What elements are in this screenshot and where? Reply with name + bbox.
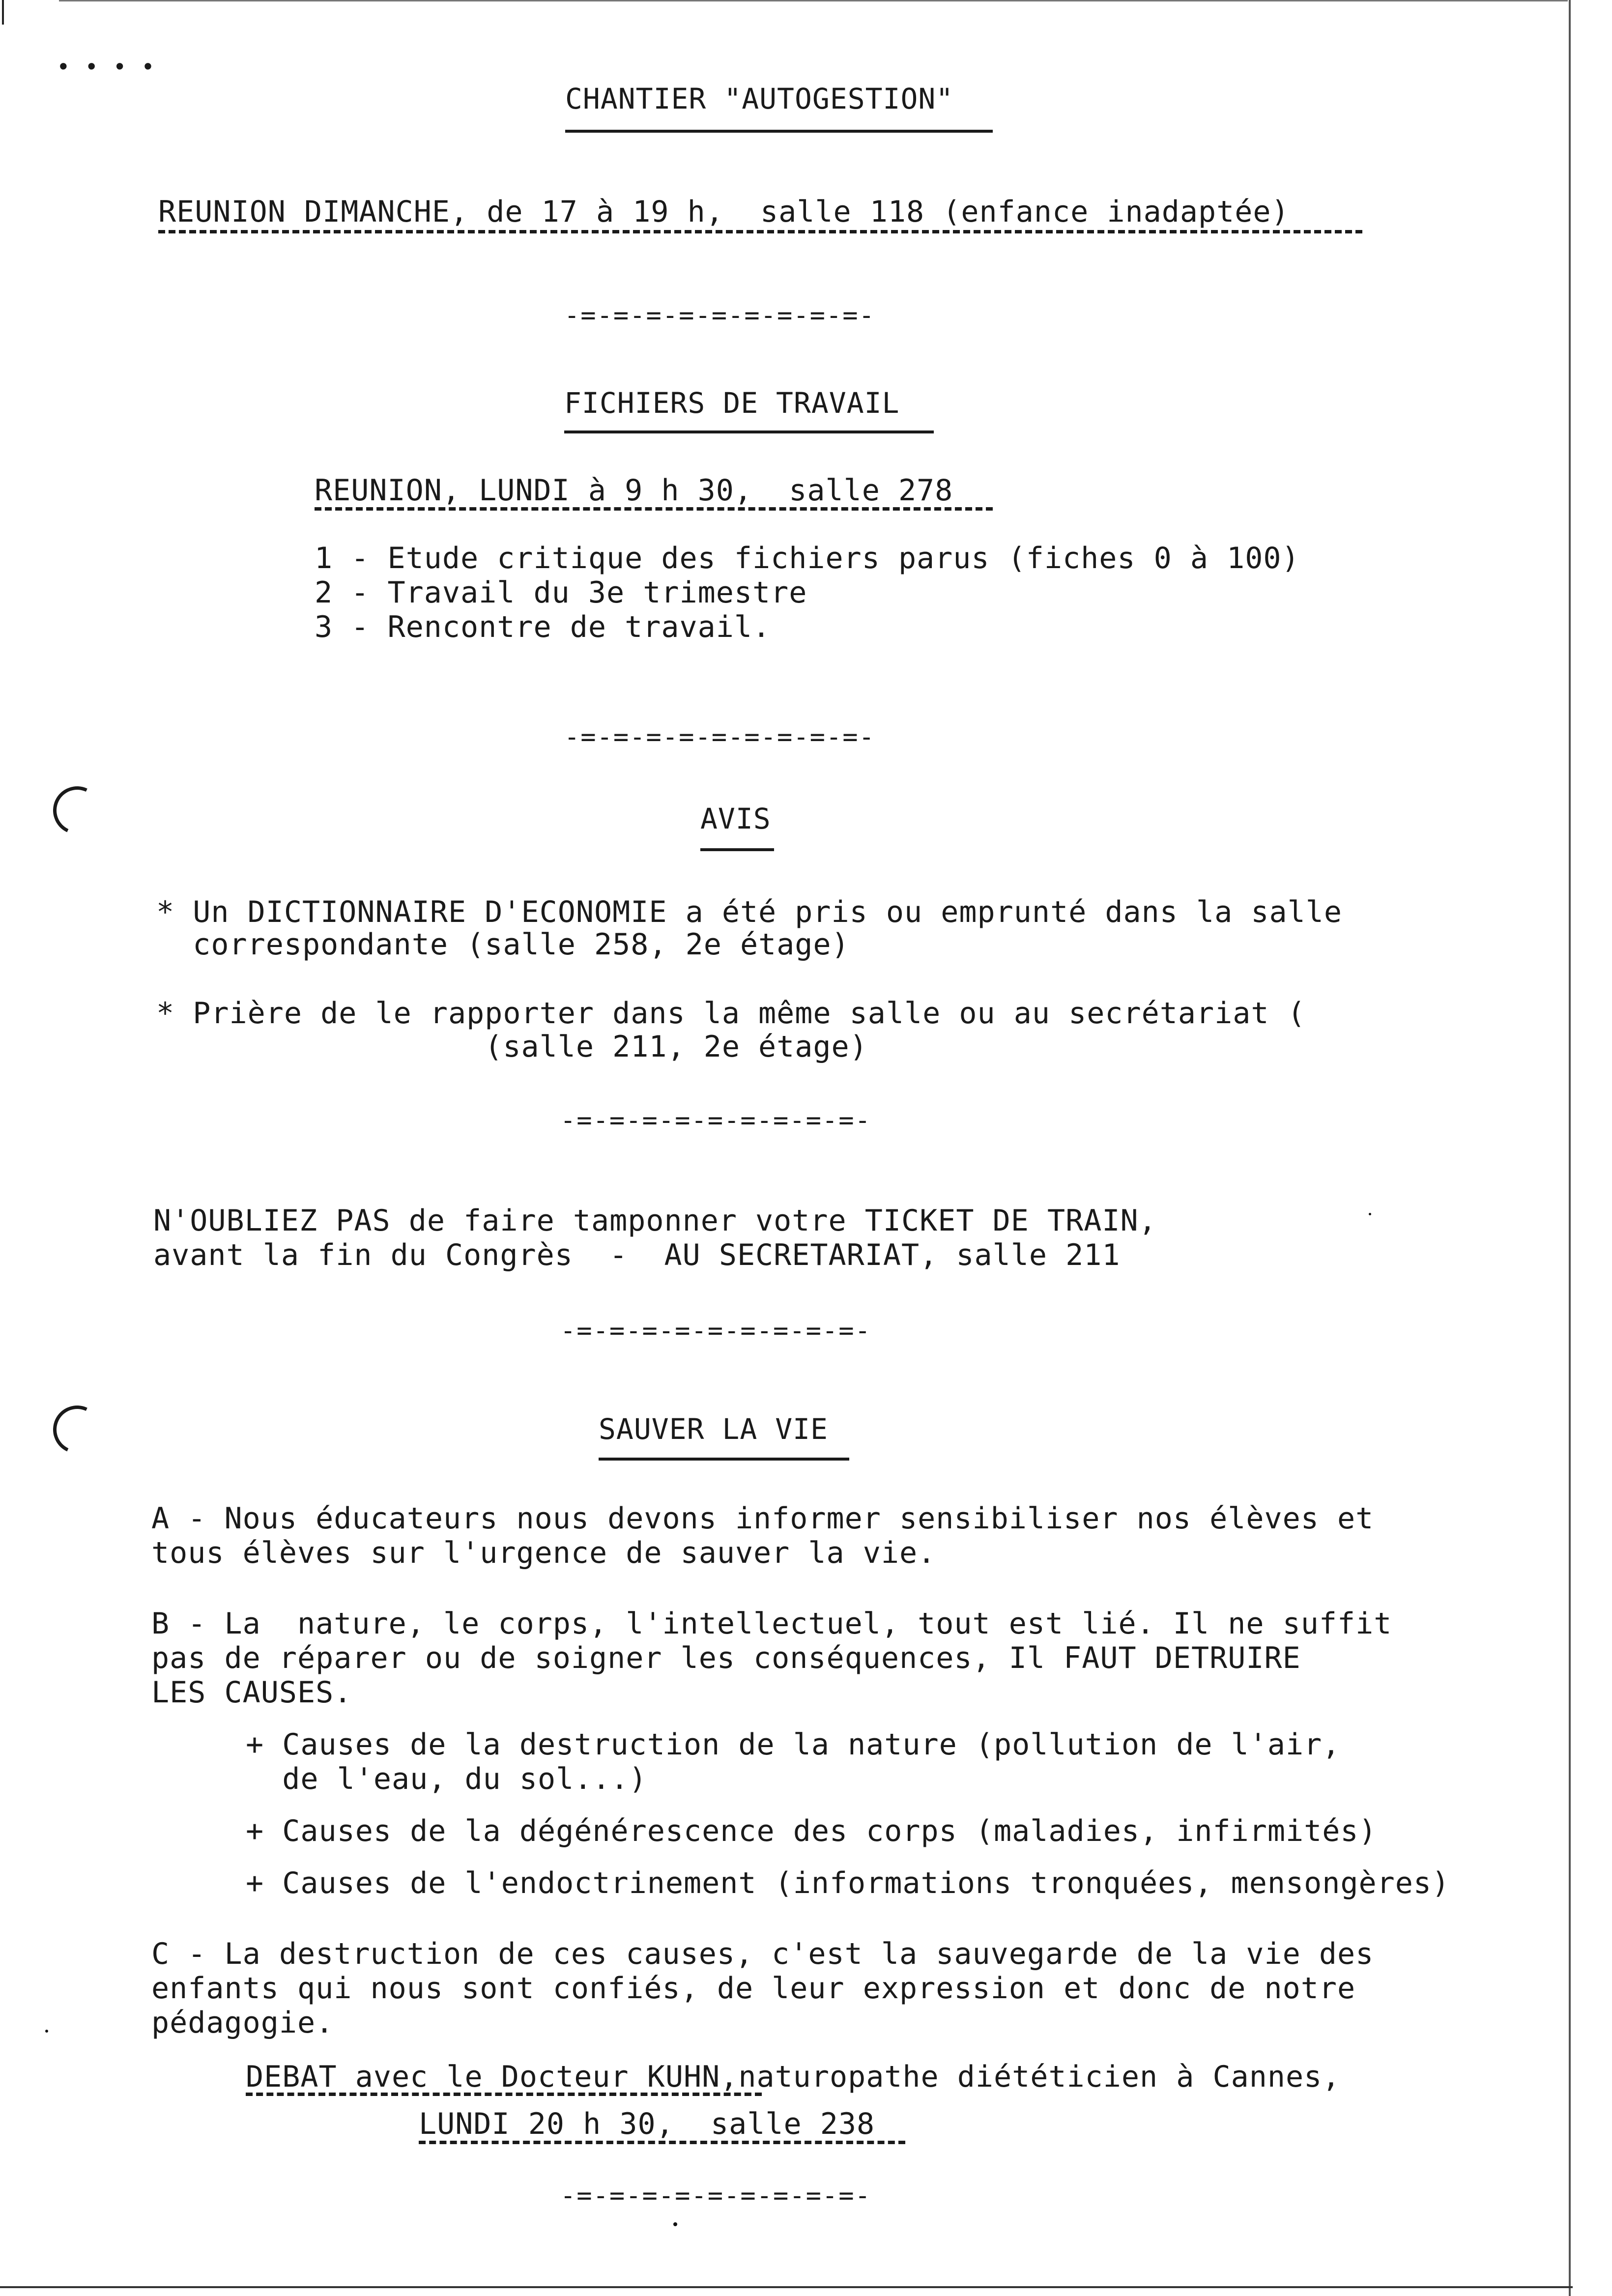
meeting-underline — [315, 507, 993, 511]
notice-line: (salle 211, 2e étage) — [156, 1030, 868, 1064]
separator: -=-=-=-=-=-=-=-=-=- — [560, 1106, 871, 1135]
header-marks: • • • • — [57, 54, 155, 80]
title-underline — [599, 1458, 849, 1461]
speck — [1369, 1213, 1371, 1215]
agenda-item: 1 - Etude critique des fichiers parus (fiches 0 à 100) — [315, 541, 1300, 575]
section-title-sauver-la-vie: SAUVER LA VIE — [599, 1412, 828, 1446]
agenda-item: 3 - Rencontre de travail. — [315, 610, 771, 644]
paragraph-line: pas de réparer ou de soigner les conséquences, Il FAUT DETRUIRE — [151, 1641, 1301, 1675]
speck — [673, 2222, 677, 2226]
section-title-avis: AVIS — [700, 802, 771, 835]
scan-top-edge — [59, 0, 1568, 1]
title-underline — [700, 848, 774, 851]
section-title-autogestion: CHANTIER "AUTOGESTION" — [565, 82, 954, 115]
fichiers-meeting: REUNION, LUNDI à 9 h 30, salle 278 — [315, 473, 953, 508]
scan-right-edge — [1569, 0, 1571, 2296]
notice-line: * Prière de le rapporter dans la même salle ou au secrétariat ( — [156, 996, 1306, 1031]
paragraph-line: LES CAUSES. — [151, 1675, 352, 1710]
separator: -=-=-=-=-=-=-=-=-=- — [564, 722, 875, 752]
paragraph-line: tous élèves sur l'urgence de sauver la vie. — [151, 1536, 936, 1570]
debate-time-underline — [419, 2141, 905, 2144]
title-underline — [564, 430, 934, 433]
title-underline — [565, 130, 993, 133]
scan-left-edge — [2, 0, 4, 25]
paragraph-line: A - Nous éducateurs nous devons informer sensibiliser nos élèves et — [151, 1501, 1374, 1536]
debate-lead: DEBAT avec le Docteur KUHN — [246, 2060, 720, 2094]
ticket-reminder-line: avant la fin du Congrès - AU SECRETARIAT, salle 211 — [153, 1238, 1121, 1272]
debate-rest: ,naturopathe diététicien à Cannes, — [720, 2060, 1341, 2094]
separator: -=-=-=-=-=-=-=-=-=- — [560, 1316, 871, 1346]
notice-line: * Un DICTIONNAIRE D'ECONOMIE a été pris ou emprunté dans la salle — [156, 895, 1342, 929]
punch-hole — [46, 1399, 108, 1461]
autogestion-meeting: REUNION DIMANCHE, de 17 à 19 h, salle 118 (enfance inadaptée) — [158, 195, 1290, 229]
speck — [45, 2030, 48, 2033]
section-title-fichiers: FICHIERS DE TRAVAIL — [564, 386, 900, 420]
debate-underline — [246, 2093, 762, 2096]
scan-bottom-edge — [0, 2286, 1573, 2288]
cause-item: + Causes de l'endoctrinement (informations tronquées, mensongères) — [246, 1866, 1450, 1900]
paragraph-line: B - La nature, le corps, l'intellectuel, tout est lié. Il ne suffit — [151, 1607, 1392, 1641]
paragraph-line: enfants qui nous sont confiés, de leur expression et donc de notre — [151, 1971, 1356, 2006]
cause-item: de l'eau, du sol...) — [246, 1762, 647, 1796]
paragraph-line: pédagogie. — [151, 2006, 334, 2040]
cause-item: + Causes de la destruction de la nature (pollution de l'air, — [246, 1727, 1341, 1762]
debate-line — [246, 2059, 1340, 2095]
punch-hole — [46, 779, 108, 841]
separator: -=-=-=-=-=-=-=-=-=- — [560, 2181, 871, 2210]
paragraph-line: C - La destruction de ces causes, c'est la sauvegarde de la vie des — [151, 1937, 1374, 1971]
debate-time: LUNDI 20 h 30, salle 238 — [419, 2107, 875, 2141]
agenda-item: 2 - Travail du 3e trimestre — [315, 575, 807, 610]
cause-item: + Causes de la dégénérescence des corps (maladies, infirmités) — [246, 1814, 1377, 1848]
ticket-reminder-line: N'OUBLIEZ PAS de faire tamponner votre TICKET DE TRAIN, — [153, 1204, 1157, 1238]
meeting-underline — [158, 230, 1362, 233]
notice-line: correspondante (salle 258, 2e étage) — [156, 927, 850, 962]
separator: -=-=-=-=-=-=-=-=-=- — [564, 301, 875, 330]
